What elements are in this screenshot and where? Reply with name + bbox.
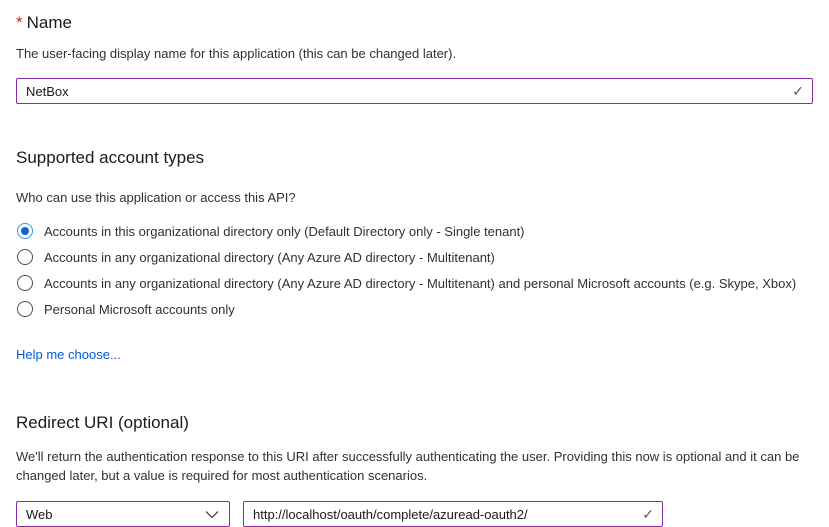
radio-option-multitenant-personal[interactable] — [16, 270, 813, 296]
redirect-uri-controls — [16, 501, 813, 527]
radio-option-label: Accounts in any organizational directory (Any Azure AD directory - Multitenant) — [44, 249, 495, 265]
radio-button-icon[interactable] — [17, 301, 33, 317]
name-section — [16, 12, 813, 104]
account-type-options — [16, 218, 813, 322]
account-types-question: Who can use this application or access this API? — [16, 190, 296, 205]
valid-checkmark-icon: ✓ — [792, 83, 804, 99]
radio-option-multitenant[interactable] — [16, 244, 813, 270]
platform-select-dropdown[interactable] — [16, 501, 230, 527]
radio-button-icon[interactable] — [17, 223, 33, 239]
redirect-uri-section — [16, 412, 813, 527]
redirect-uri-input-container — [243, 501, 663, 527]
radio-button-icon[interactable] — [17, 275, 33, 291]
radio-option-label: Accounts in this organizational directory only (Default Directory only - Single tenant) — [44, 223, 525, 239]
name-field-title — [16, 12, 813, 34]
redirect-uri-description: We'll return the authentication response to this URI after successfully authenticating the user. Providing this now is optional and it can be changed later, but a value is required for most authentication scenarios. — [16, 449, 800, 483]
valid-checkmark-icon: ✓ — [642, 506, 654, 522]
name-input-container — [16, 78, 813, 104]
radio-option-personal-only[interactable] — [16, 296, 813, 322]
account-types-section — [16, 147, 813, 364]
radio-button-icon[interactable] — [17, 249, 33, 265]
redirect-uri-title: Redirect URI (optional) — [16, 413, 189, 432]
name-field-description: The user-facing display name for this application (this can be changed later). — [16, 46, 457, 61]
help-me-choose-link[interactable]: Help me choose... — [16, 347, 121, 362]
chevron-down-icon — [205, 510, 219, 519]
name-input[interactable] — [17, 79, 812, 103]
radio-option-label: Accounts in any organizational directory (Any Azure AD directory - Multitenant) and personal Microsoft accounts (e.g. Skype, Xbox) — [44, 275, 797, 291]
name-field-title-text: Name — [26, 13, 72, 32]
platform-select-value: Web — [26, 506, 53, 522]
radio-option-label: Personal Microsoft accounts only — [44, 301, 235, 317]
account-types-title: Supported account types — [16, 148, 205, 167]
redirect-uri-input[interactable] — [244, 502, 662, 526]
radio-option-single-tenant[interactable] — [16, 218, 813, 244]
required-asterisk: * — [16, 13, 23, 32]
